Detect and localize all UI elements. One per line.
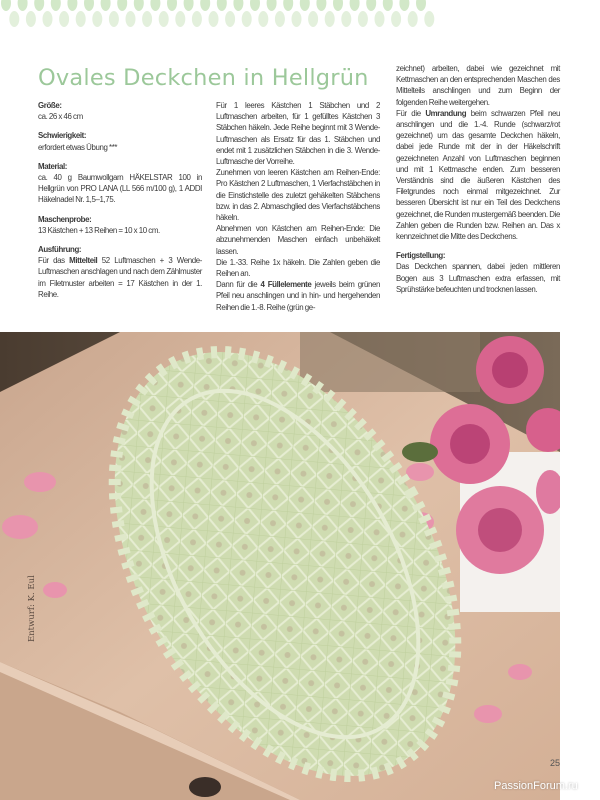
leaf-icon [424,11,434,27]
text: Für das [38,256,70,266]
leaf-icon [26,11,36,27]
size-heading: Größe: [38,101,62,110]
bold-term: Umrandung [425,108,467,118]
leaf-icon [167,0,177,11]
leaf-icon [184,0,194,11]
text: Für die [396,108,426,118]
page-number: 25 [550,758,561,768]
text: 52 Luftmaschen + 3 Wende-Luftmaschen anschlagen und nach dem Zählmuster im Filetmuster arbeiten = 17 Kästchen in der 1. Reihe. [38,256,202,299]
gauge-heading: Maschenprobe: [38,214,92,224]
leaf-icon [391,11,401,27]
leaf-icon [175,11,185,27]
paragraph: Zunehmen von leeren Kästchen am Reihen-Ende: Pro Kästchen 2 Luftmaschen, 1 Vierfachstäbchen in die Einstichstelle des zuletzt gehäkelten Stäbchens bzw. in das 2. Abmaschglied des Vierfachstäbchens häkeln. [216,168,380,223]
leaf-icon [101,0,111,11]
leaf-icon [375,11,385,27]
paragraph: Für 1 leeres Kästchen 1 Stäbchen und 2 Luftmaschen arbeiten, für 1 gefülltes Kästchen 3 Stäbchen häkeln. Jede Reihe beginnt mit 3 Wende-Luftmaschen als Ersatz für das 1. Stäbchen und endet mit 1 zusätzlichen Stäbchen in die 3. Wende-Luftmasche der Vorreihe. [216,101,380,167]
leaf-icon [9,11,19,27]
column-1 [38,100,202,300]
bold-term: Mittelteil [69,256,98,266]
leaf-icon [84,0,94,11]
paragraph: zeichnet) arbeiten, dabei wie gezeichnet mit Kettmaschen an den entsprechenden Maschen des Mittelteils anschlingen und zum Beginn der folgenden Reihe weitergehen. [396,64,560,107]
doily-photo [0,332,560,800]
paragraph: Die 1.-33. Reihe 1x häkeln. Die Zahlen geben die Reihen an. [216,257,380,279]
leaf-icon [142,11,152,27]
leaf-icon [383,0,393,11]
leaf-icon [300,0,310,11]
leaf-icon [134,0,144,11]
photo-credit: Entwurf: K. Eul [27,575,37,642]
paragraph [396,108,560,242]
text: jeweils beim grünen Pfeil neu anschlingen und in hin- und hergehenden Reihen die 1.-8. Reihe (grün ge- [216,280,381,312]
leaf-icon [59,11,69,27]
leaf-icon [225,11,235,27]
finishing-heading: Fertigstellung: [396,251,446,261]
leaf-icon [325,11,335,27]
size-text: ca. 26 x 46 cm [38,112,83,122]
gauge-text: 13 Kästchen + 13 Reihen = 10 x 10 cm. [38,225,160,235]
leaf-icon [109,11,119,27]
material-text: ca. 40 g Baumwollgarn HÄKELSTAR 100 in Hellgrün von PRO LANA (LL 566 m/100 g), 1 ADDI Häkelnadel Nr. 1,5–1,75. [38,173,202,205]
paragraph: Abnehmen von Kästchen am Reihen-Ende: Die abzunehmenden Maschen einfach unbehäkelt lassen. [216,224,380,256]
leaf-icon [250,0,260,11]
leaf-icon [408,11,418,27]
leaf-icon [51,0,61,11]
text: Dann für die [216,280,261,290]
leaf-icon [341,11,351,27]
leaf-icon [350,0,360,11]
leaf-icon [242,11,252,27]
page-title: Ovales Deckchen in Hellgrün [38,65,369,91]
bold-term: 4 Füllelemente [260,280,312,290]
difficulty-heading: Schwierigkeit: [38,131,87,141]
leaf-icon [366,0,376,11]
leaf-icon [117,0,127,11]
paragraph [216,279,380,313]
watermark: PassionForum.ru [494,780,578,792]
finishing-text: Das Deckchen spannen, dabei jeden mittleren Bogen aus 3 Luftmaschen extra erfassen, mit Sprühstärke befeuchten und trocknen lassen. [396,262,560,294]
leaf-icon [399,0,409,11]
leaf-icon [200,0,210,11]
leaf-icon [217,0,227,11]
execution-text [38,255,202,300]
text: beim schwarzen Pfeil neu anschlingen und die 1.-4. Runde (schwarz/rot gezeichnet) um das gesamte Deckchen häkeln, dabei jede Runde mit der in der Häkelschrift gezeichneten Anzahl von Luftmaschen beginnen und mit 1 Kettmasche enden. Zum besseren Verständnis sind die äußeren Kästchen des Filetgrundes noch einmal mitgezeichnet. Zur besseren Übersicht ist nur ein Teil des Deckchens gezeichnet, die Runden mustergemäß beenden. Die Zahlen geben die Runden bzw. Reihen an. Das x kennzeichnet die Mitte des Deckchens. [396,108,560,242]
leaf-icon [126,11,136,27]
leaf-icon [1,0,11,11]
leaf-icon [233,0,243,11]
leaf-icon [67,0,77,11]
column-2 [216,100,380,313]
leaf-icon [92,11,102,27]
column-3 [396,63,560,295]
leaf-icon [292,11,302,27]
leaf-icon [283,0,293,11]
leaf-icon [43,11,53,27]
leaf-icon [358,11,368,27]
leaf-icon [34,0,44,11]
leaf-icon [416,0,426,11]
leaf-icon [76,11,86,27]
material-heading: Material: [38,161,68,171]
execution-heading: Ausführung: [38,245,82,255]
difficulty-text: erfordert etwas Übung *** [38,142,118,152]
leaf-icon [333,0,343,11]
leaf-icon [258,11,268,27]
leaf-icon [159,11,169,27]
leaf-icon [18,0,28,11]
leaf-icon [316,0,326,11]
leaf-icon [209,11,219,27]
leaf-icon [308,11,318,27]
leaf-icon [150,0,160,11]
leaf-icon [275,11,285,27]
leaf-icon [192,11,202,27]
leaf-pattern-border [0,0,600,36]
leaf-icon [267,0,277,11]
